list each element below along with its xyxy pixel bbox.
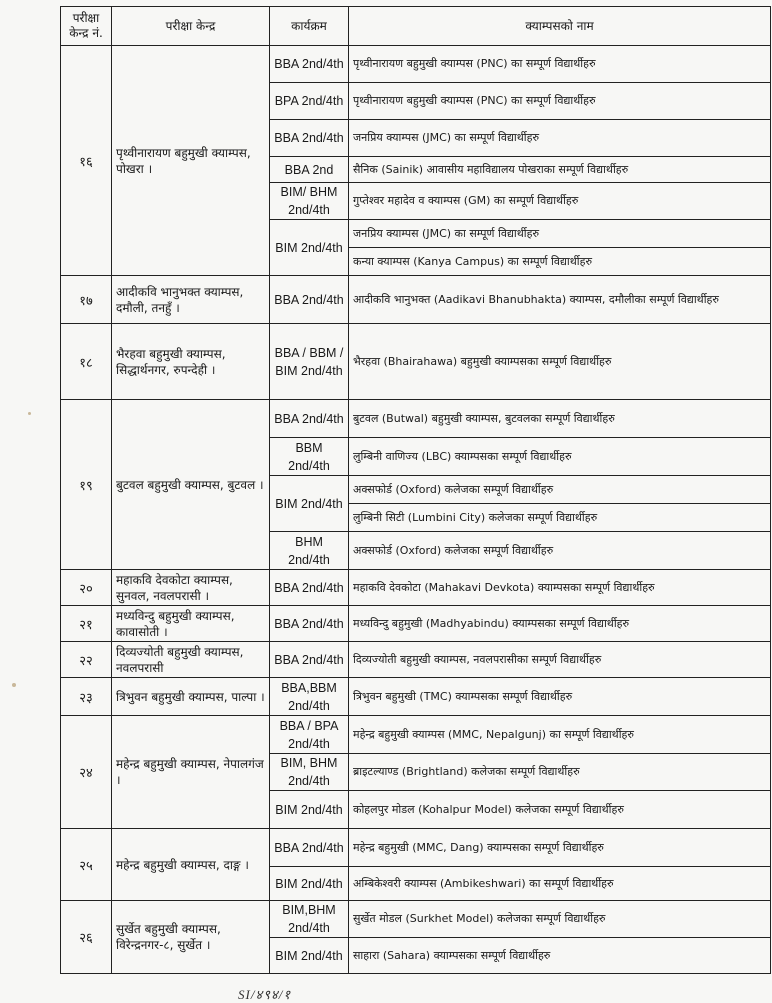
exam-center-cell: महेन्द्र बहुमुखी क्याम्पस, दाङ्ग । (112, 829, 270, 901)
header-program: कार्यक्रम (270, 7, 349, 46)
table-row (61, 642, 771, 678)
campus-name-cell: लुम्बिनी सिटी (Lumbini City) कलेजका सम्पूर्ण विद्यार्थीहरु (349, 504, 771, 532)
header-campus-name: क्याम्पसको नाम (349, 7, 771, 46)
center-number-cell: २१ (61, 606, 112, 642)
exam-center-cell: बुटवल बहुमुखी क्याम्पस, बुटवल । (112, 400, 270, 570)
program-cell: BBM 2nd/4th (270, 438, 349, 476)
paper-speck (28, 412, 31, 415)
campus-name-cell: महेन्द्र बहुमुखी क्याम्पस (MMC, Nepalgunj) का सम्पूर्ण विद्यार्थीहरु (349, 716, 771, 754)
center-number-cell: २२ (61, 642, 112, 678)
table-row (61, 570, 771, 606)
table-row (61, 400, 771, 438)
table-row (61, 829, 771, 867)
program-cell: BIM 2nd/4th (270, 938, 349, 974)
campus-name-cell: कन्या क्याम्पस (Kanya Campus) का सम्पूर्ण विद्यार्थीहरु (349, 248, 771, 276)
exam-center-cell: भैरहवा बहुमुखी क्याम्पस, सिद्धार्थनगर, रुपन्देही । (112, 324, 270, 400)
campus-name-cell: बुटवल (Butwal) बहुमुखी क्याम्पस, बुटवलका सम्पूर्ण विद्यार्थीहरु (349, 400, 771, 438)
program-cell: BBA 2nd/4th (270, 46, 349, 83)
campus-name-cell: साहारा (Sahara) क्याम्पसका सम्पूर्ण विद्यार्थीहरु (349, 938, 771, 974)
campus-name-cell: जनप्रिय क्याम्पस (JMC) का सम्पूर्ण विद्यार्थीहरु (349, 120, 771, 157)
campus-name-cell: लुम्बिनी वाणिज्य (LBC) क्याम्पसका सम्पूर्ण विद्यार्थीहरु (349, 438, 771, 476)
program-cell: BBA 2nd/4th (270, 400, 349, 438)
campus-name-cell: पृथ्वीनारायण बहुमुखी क्याम्पस (PNC) का सम्पूर्ण विद्यार्थीहरु (349, 83, 771, 120)
exam-center-cell: सुर्खेत बहुमुखी क्याम्पस, विरेन्द्रनगर-८, सुर्खेत । (112, 901, 270, 974)
table-body (61, 46, 771, 974)
campus-name-cell: महाकवि देवकोटा (Mahakavi Devkota) क्याम्पसका सम्पूर्ण विद्यार्थीहरु (349, 570, 771, 606)
program-cell: BBA 2nd/4th (270, 570, 349, 606)
exam-center-cell: दिव्यज्योती बहुमुखी क्याम्पस, नवलपरासी (112, 642, 270, 678)
table-row (61, 276, 771, 324)
center-number-cell: २४ (61, 716, 112, 829)
table-row (61, 324, 771, 400)
center-number-cell: १६ (61, 46, 112, 276)
campus-name-cell: पृथ्वीनारायण बहुमुखी क्याम्पस (PNC) का सम्पूर्ण विद्यार्थीहरु (349, 46, 771, 83)
campus-name-cell: सैनिक (Sainik) आवासीय महाविद्यालय पोखराका सम्पूर्ण विद्यार्थीहरु (349, 157, 771, 183)
program-cell: BPA 2nd/4th (270, 83, 349, 120)
center-number-cell: २० (61, 570, 112, 606)
table-row (61, 901, 771, 938)
campus-name-cell: महेन्द्र बहुमुखी (MMC, Dang) क्याम्पसका सम्पूर्ण विद्यार्थीहरु (349, 829, 771, 867)
campus-name-cell: आदीकवि भानुभक्त (Aadikavi Bhanubhakta) क्याम्पस, दमौलीका सम्पूर्ण विद्यार्थीहरु (349, 276, 771, 324)
center-number-cell: १९ (61, 400, 112, 570)
exam-center-cell: मध्यविन्दु बहुमुखी क्याम्पस, कावासोती । (112, 606, 270, 642)
program-cell: BBA 2nd (270, 157, 349, 183)
table-row (61, 716, 771, 754)
campus-name-cell: गुप्तेश्वर महादेव व क्याम्पस (GM) का सम्पूर्ण विद्यार्थीहरु (349, 183, 771, 220)
campus-name-cell: भैरहवा (Bhairahawa) बहुमुखी क्याम्पसका सम्पूर्ण विद्यार्थीहरु (349, 324, 771, 400)
campus-name-cell: सुर्खेत मोडल (Surkhet Model) कलेजका सम्पूर्ण विद्यार्थीहरु (349, 901, 771, 938)
exam-center-cell: पृथ्वीनारायण बहुमुखी क्याम्पस, पोखरा । (112, 46, 270, 276)
exam-center-cell: महाकवि देवकोटा क्याम्पस, सुनवल, नवलपरासी । (112, 570, 270, 606)
header-center-number: परीक्षा केन्द्र नं. (61, 7, 112, 46)
program-cell: BBA 2nd/4th (270, 276, 349, 324)
program-cell: BBA,BBM 2nd/4th (270, 678, 349, 716)
campus-name-cell: कोहलपुर मोडल (Kohalpur Model) कलेजका सम्पूर्ण विद्यार्थीहरु (349, 791, 771, 829)
program-cell: BBA 2nd/4th (270, 120, 349, 157)
program-cell: BBA 2nd/4th (270, 829, 349, 867)
center-number-cell: १७ (61, 276, 112, 324)
center-number-cell: १८ (61, 324, 112, 400)
program-cell: BBA 2nd/4th (270, 606, 349, 642)
table-header-row (61, 7, 771, 46)
center-number-cell: २६ (61, 901, 112, 974)
program-cell: BIM,BHM 2nd/4th (270, 901, 349, 938)
campus-name-cell: दिव्यज्योती बहुमुखी क्याम्पस, नवलपरासीका सम्पूर्ण विद्यार्थीहरु (349, 642, 771, 678)
exam-center-cell: त्रिभुवन बहुमुखी क्याम्पस, पाल्पा । (112, 678, 270, 716)
campus-name-cell: जनप्रिय क्याम्पस (JMC) का सम्पूर्ण विद्यार्थीहरु (349, 220, 771, 248)
exam-center-table (60, 6, 771, 974)
center-number-cell: २५ (61, 829, 112, 901)
center-number-cell: २३ (61, 678, 112, 716)
program-cell: BBA 2nd/4th (270, 642, 349, 678)
campus-name-cell: अक्सफोर्ड (Oxford) कलेजका सम्पूर्ण विद्यार्थीहरु (349, 532, 771, 570)
exam-center-cell: आदीकवि भानुभक्त क्याम्पस, दमौली, तनहुँ । (112, 276, 270, 324)
program-cell: BBA / BBM / BIM 2nd/4th (270, 324, 349, 400)
campus-name-cell: अम्बिकेश्वरी क्याम्पस (Ambikeshwari) का सम्पूर्ण विद्यार्थीहरु (349, 867, 771, 901)
table-row (61, 46, 771, 83)
program-cell: BHM 2nd/4th (270, 532, 349, 570)
program-cell: BIM, BHM 2nd/4th (270, 754, 349, 791)
table-row (61, 678, 771, 716)
program-cell: BBA / BPA 2nd/4th (270, 716, 349, 754)
table-row (61, 606, 771, 642)
campus-name-cell: ब्राइटल्याण्ड (Brightland) कलेजका सम्पूर्ण विद्यार्थीहरु (349, 754, 771, 791)
program-cell: BIM 2nd/4th (270, 476, 349, 532)
handwritten-signature: SI/४९४/१ (238, 987, 292, 1002)
campus-name-cell: मध्यविन्दु बहुमुखी (Madhyabindu) क्याम्पसका सम्पूर्ण विद्यार्थीहरु (349, 606, 771, 642)
exam-center-cell: महेन्द्र बहुमुखी क्याम्पस, नेपालगंज । (112, 716, 270, 829)
campus-name-cell: अक्सफोर्ड (Oxford) कलेजका सम्पूर्ण विद्यार्थीहरु (349, 476, 771, 504)
program-cell: BIM 2nd/4th (270, 791, 349, 829)
paper-speck (12, 683, 16, 687)
program-cell: BIM/ BHM 2nd/4th (270, 183, 349, 220)
program-cell: BIM 2nd/4th (270, 220, 349, 276)
campus-name-cell: त्रिभुवन बहुमुखी (TMC) क्याम्पसका सम्पूर्ण विद्यार्थीहरु (349, 678, 771, 716)
header-exam-center: परीक्षा केन्द्र (112, 7, 270, 46)
program-cell: BIM 2nd/4th (270, 867, 349, 901)
